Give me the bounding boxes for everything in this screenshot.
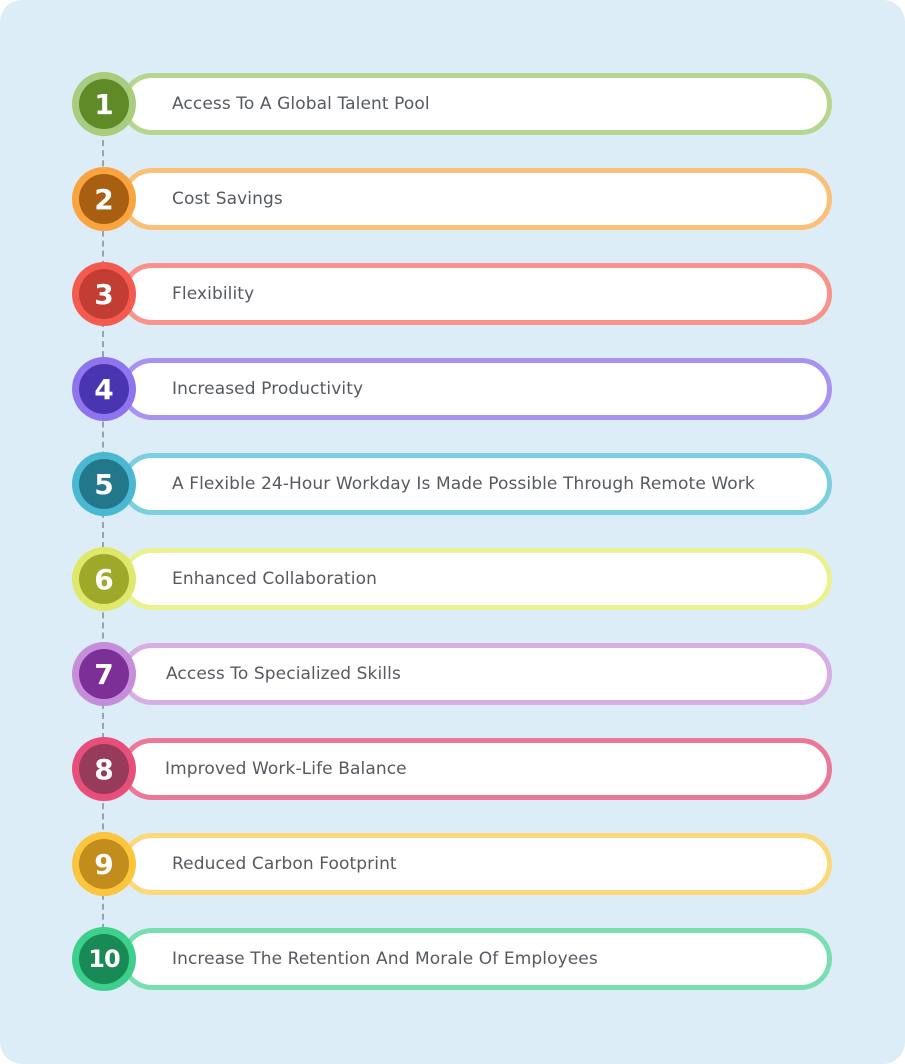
badge-number: 1: [79, 79, 129, 129]
number-badge: [72, 547, 136, 611]
item-label: Increase The Retention And Morale Of Employees: [172, 949, 598, 969]
item-label: Cost Savings: [172, 189, 283, 209]
badge-number: 6: [79, 554, 129, 604]
list-item-1: [72, 72, 832, 136]
item-label: Flexibility: [172, 284, 255, 304]
number-badge: [72, 72, 136, 136]
item-label: Access To Specialized Skills: [166, 664, 401, 684]
list-item-5: [72, 452, 832, 516]
number-badge: [72, 927, 136, 991]
badge-number: 7: [79, 649, 129, 699]
list-item-3: [72, 262, 832, 326]
number-badge: [72, 262, 136, 326]
number-badge: [72, 167, 136, 231]
badge-number: 8: [79, 744, 129, 794]
list-item-2: [72, 167, 832, 231]
number-badge: [72, 737, 136, 801]
badge-number: 2: [79, 174, 129, 224]
list-item-4: [72, 357, 832, 421]
list-item-7: [72, 642, 832, 706]
number-badge: [72, 642, 136, 706]
item-label: Reduced Carbon Footprint: [172, 854, 397, 874]
item-label: Enhanced Collaboration: [172, 569, 377, 589]
badge-number: 3: [79, 269, 129, 319]
item-label: Improved Work-Life Balance: [165, 759, 407, 779]
number-badge: [72, 452, 136, 516]
badge-number: 10: [79, 934, 129, 984]
list-item-8: [72, 737, 832, 801]
badge-number: 4: [79, 364, 129, 414]
badge-number: 5: [79, 459, 129, 509]
number-badge: [72, 357, 136, 421]
item-label: Increased Productivity: [172, 379, 364, 399]
item-label: Access To A Global Talent Pool: [172, 94, 430, 114]
list-item-6: [72, 547, 832, 611]
list-item-9: [72, 832, 832, 896]
number-badge: [72, 832, 136, 896]
list-item-10: [72, 927, 832, 991]
badge-number: 9: [79, 839, 129, 889]
item-label: A Flexible 24-Hour Workday Is Made Possible Through Remote Work: [172, 474, 755, 494]
